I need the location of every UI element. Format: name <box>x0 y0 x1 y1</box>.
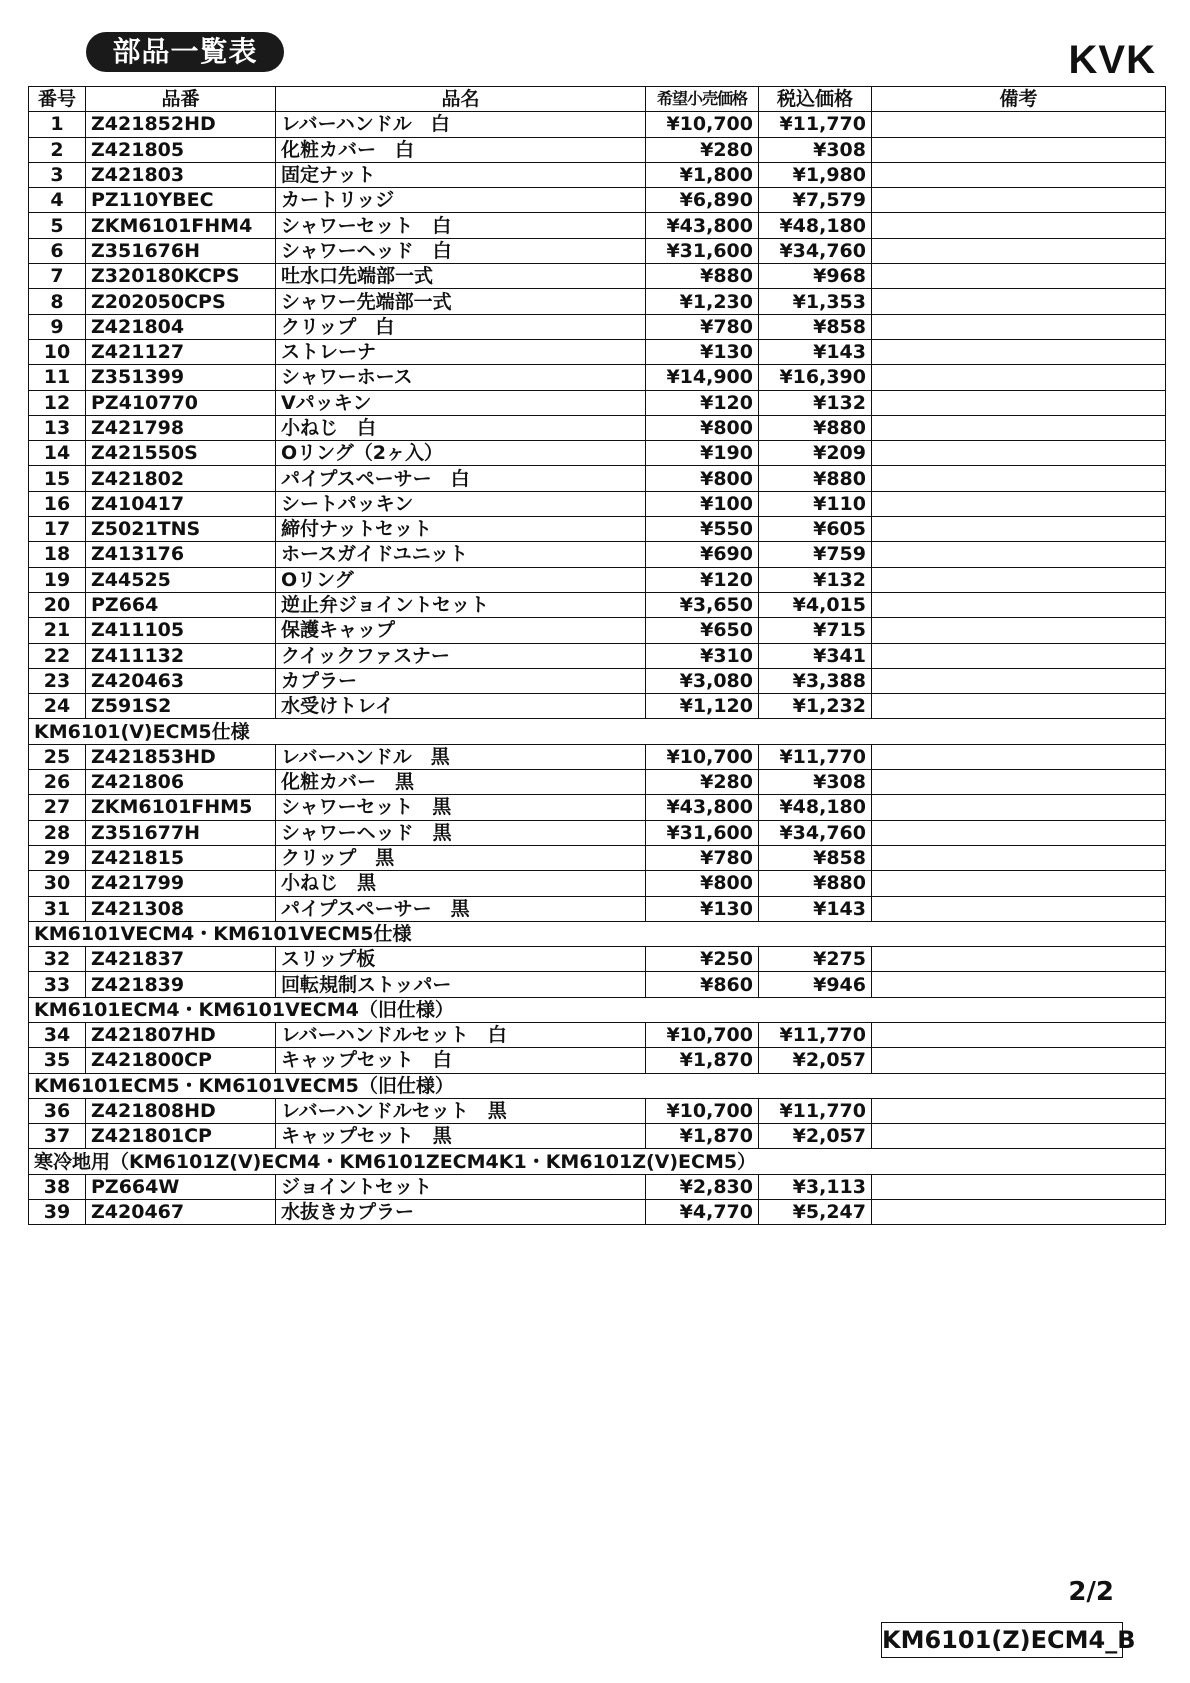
part-number-cell: 32 <box>29 947 86 972</box>
part-name-cell: 水受けトレイ <box>276 694 646 719</box>
part-number-cell: 17 <box>29 517 86 542</box>
remarks-cell <box>872 592 1166 617</box>
list-price-cell: ¥690 <box>646 542 759 567</box>
header-remarks: 備考 <box>872 87 1166 112</box>
table-row <box>29 517 1166 542</box>
tax-price-cell: ¥858 <box>759 845 872 870</box>
part-name-cell: パイプスペーサー 白 <box>276 466 646 491</box>
part-number-cell: 5 <box>29 213 86 238</box>
part-number-cell: 37 <box>29 1124 86 1149</box>
section-row <box>29 921 1166 946</box>
part-name-cell: Vパッキン <box>276 390 646 415</box>
part-name-cell: Oリング <box>276 567 646 592</box>
part-code-cell: Z351677H <box>86 820 276 845</box>
table-row <box>29 643 1166 668</box>
part-name-cell: 吐水口先端部一式 <box>276 264 646 289</box>
part-number-cell: 11 <box>29 365 86 390</box>
list-price-cell: ¥130 <box>646 339 759 364</box>
remarks-cell <box>872 668 1166 693</box>
tax-price-cell: ¥1,980 <box>759 162 872 187</box>
list-price-cell: ¥860 <box>646 972 759 997</box>
part-code-cell: Z351676H <box>86 238 276 263</box>
tax-price-cell: ¥48,180 <box>759 213 872 238</box>
remarks-cell <box>872 238 1166 263</box>
remarks-cell <box>872 542 1166 567</box>
remarks-cell <box>872 618 1166 643</box>
part-number-cell: 22 <box>29 643 86 668</box>
list-price-cell: ¥280 <box>646 770 759 795</box>
tax-price-cell: ¥34,760 <box>759 238 872 263</box>
part-number-cell: 7 <box>29 264 86 289</box>
tax-price-cell: ¥4,015 <box>759 592 872 617</box>
list-price-cell: ¥800 <box>646 415 759 440</box>
list-price-cell: ¥800 <box>646 871 759 896</box>
part-number-cell: 35 <box>29 1048 86 1073</box>
part-name-cell: 固定ナット <box>276 162 646 187</box>
remarks-cell <box>872 264 1166 289</box>
remarks-cell <box>872 162 1166 187</box>
section-label: 寒冷地用（KM6101Z(V)ECM4・KM6101ZECM4K1・KM6101Z(V)ECM5） <box>29 1149 1166 1174</box>
part-number-cell: 2 <box>29 137 86 162</box>
table-row <box>29 592 1166 617</box>
list-price-cell: ¥1,230 <box>646 289 759 314</box>
part-name-cell: クイックファスナー <box>276 643 646 668</box>
part-code-cell: Z421799 <box>86 871 276 896</box>
table-row <box>29 770 1166 795</box>
part-number-cell: 39 <box>29 1200 86 1225</box>
tax-price-cell: ¥143 <box>759 896 872 921</box>
table-row <box>29 567 1166 592</box>
table-row <box>29 289 1166 314</box>
remarks-cell <box>872 112 1166 137</box>
part-name-cell: 化粧カバー 黒 <box>276 770 646 795</box>
tax-price-cell: ¥5,247 <box>759 1200 872 1225</box>
part-code-cell: Z351399 <box>86 365 276 390</box>
header-code: 品番 <box>86 87 276 112</box>
list-price-cell: ¥31,600 <box>646 238 759 263</box>
part-code-cell: Z421308 <box>86 896 276 921</box>
part-number-cell: 18 <box>29 542 86 567</box>
brand-logo: KVK <box>1068 38 1156 82</box>
part-name-cell: 小ねじ 白 <box>276 415 646 440</box>
tax-price-cell: ¥11,770 <box>759 1022 872 1047</box>
section-row <box>29 719 1166 744</box>
part-name-cell: カプラー <box>276 668 646 693</box>
part-number-cell: 26 <box>29 770 86 795</box>
part-code-cell: ZKM6101FHM4 <box>86 213 276 238</box>
list-price-cell: ¥280 <box>646 137 759 162</box>
part-number-cell: 31 <box>29 896 86 921</box>
tax-price-cell: ¥132 <box>759 567 872 592</box>
tax-price-cell: ¥308 <box>759 770 872 795</box>
section-row <box>29 1073 1166 1098</box>
part-name-cell: レバーハンドル 白 <box>276 112 646 137</box>
list-price-cell: ¥130 <box>646 896 759 921</box>
header-tax-price: 税込価格 <box>759 87 872 112</box>
tax-price-cell: ¥11,770 <box>759 1098 872 1123</box>
table-row <box>29 795 1166 820</box>
header-name: 品名 <box>276 87 646 112</box>
part-number-cell: 9 <box>29 314 86 339</box>
table-row <box>29 1048 1166 1073</box>
table-row <box>29 365 1166 390</box>
part-number-cell: 4 <box>29 188 86 213</box>
tax-price-cell: ¥968 <box>759 264 872 289</box>
part-code-cell: Z420463 <box>86 668 276 693</box>
part-number-cell: 6 <box>29 238 86 263</box>
table-row <box>29 339 1166 364</box>
list-price-cell: ¥650 <box>646 618 759 643</box>
part-code-cell: Z44525 <box>86 567 276 592</box>
part-code-cell: Z421853HD <box>86 744 276 769</box>
section-label: KM6101ECM4・KM6101VECM4（旧仕様） <box>29 997 1166 1022</box>
tax-price-cell: ¥715 <box>759 618 872 643</box>
table-row <box>29 188 1166 213</box>
part-name-cell: レバーハンドルセット 黒 <box>276 1098 646 1123</box>
list-price-cell: ¥780 <box>646 845 759 870</box>
table-row <box>29 1174 1166 1199</box>
list-price-cell: ¥3,650 <box>646 592 759 617</box>
remarks-cell <box>872 1098 1166 1123</box>
list-price-cell: ¥780 <box>646 314 759 339</box>
table-row <box>29 238 1166 263</box>
list-price-cell: ¥2,830 <box>646 1174 759 1199</box>
part-code-cell: Z421805 <box>86 137 276 162</box>
tax-price-cell: ¥11,770 <box>759 744 872 769</box>
tax-price-cell: ¥3,388 <box>759 668 872 693</box>
remarks-cell <box>872 365 1166 390</box>
part-code-cell: Z421800CP <box>86 1048 276 1073</box>
part-code-cell: Z591S2 <box>86 694 276 719</box>
remarks-cell <box>872 845 1166 870</box>
remarks-cell <box>872 188 1166 213</box>
table-row <box>29 820 1166 845</box>
section-label: KM6101ECM5・KM6101VECM5（旧仕様） <box>29 1073 1166 1098</box>
table-row <box>29 845 1166 870</box>
list-price-cell: ¥250 <box>646 947 759 972</box>
part-number-cell: 27 <box>29 795 86 820</box>
remarks-cell <box>872 795 1166 820</box>
tax-price-cell: ¥858 <box>759 314 872 339</box>
part-code-cell: Z421803 <box>86 162 276 187</box>
tax-price-cell: ¥209 <box>759 441 872 466</box>
part-name-cell: クリップ 黒 <box>276 845 646 870</box>
list-price-cell: ¥1,870 <box>646 1124 759 1149</box>
table-row <box>29 694 1166 719</box>
list-price-cell: ¥310 <box>646 643 759 668</box>
tax-price-cell: ¥1,232 <box>759 694 872 719</box>
tax-price-cell: ¥3,113 <box>759 1174 872 1199</box>
part-number-cell: 10 <box>29 339 86 364</box>
remarks-cell <box>872 871 1166 896</box>
part-code-cell: Z421807HD <box>86 1022 276 1047</box>
table-row <box>29 668 1166 693</box>
part-name-cell: ストレーナ <box>276 339 646 364</box>
part-number-cell: 23 <box>29 668 86 693</box>
part-number-cell: 34 <box>29 1022 86 1047</box>
part-code-cell: Z320180KCPS <box>86 264 276 289</box>
part-code-cell: Z421839 <box>86 972 276 997</box>
table-row <box>29 972 1166 997</box>
remarks-cell <box>872 441 1166 466</box>
remarks-cell <box>872 517 1166 542</box>
part-name-cell: シートパッキン <box>276 491 646 516</box>
part-code-cell: Z410417 <box>86 491 276 516</box>
list-price-cell: ¥43,800 <box>646 213 759 238</box>
part-name-cell: シャワー先端部一式 <box>276 289 646 314</box>
table-row <box>29 618 1166 643</box>
part-name-cell: シャワーホース <box>276 365 646 390</box>
part-name-cell: キャップセット 黒 <box>276 1124 646 1149</box>
part-code-cell: Z421808HD <box>86 1098 276 1123</box>
tax-price-cell: ¥275 <box>759 947 872 972</box>
table-row <box>29 542 1166 567</box>
list-price-cell: ¥6,890 <box>646 188 759 213</box>
list-price-cell: ¥190 <box>646 441 759 466</box>
part-name-cell: 小ねじ 黒 <box>276 871 646 896</box>
part-name-cell: クリップ 白 <box>276 314 646 339</box>
remarks-cell <box>872 896 1166 921</box>
page-title: 部品一覧表 <box>86 32 284 72</box>
remarks-cell <box>872 1174 1166 1199</box>
remarks-cell <box>872 770 1166 795</box>
remarks-cell <box>872 339 1166 364</box>
remarks-cell <box>872 1124 1166 1149</box>
document-code: KM6101(Z)ECM4_B <box>881 1622 1123 1658</box>
part-code-cell: PZ664 <box>86 592 276 617</box>
table-row <box>29 390 1166 415</box>
part-code-cell: Z411132 <box>86 643 276 668</box>
part-name-cell: 締付ナットセット <box>276 517 646 542</box>
part-number-cell: 19 <box>29 567 86 592</box>
part-code-cell: Z411105 <box>86 618 276 643</box>
list-price-cell: ¥1,120 <box>646 694 759 719</box>
part-name-cell: シャワーヘッド 黒 <box>276 820 646 845</box>
table-row <box>29 415 1166 440</box>
tax-price-cell: ¥110 <box>759 491 872 516</box>
list-price-cell: ¥120 <box>646 567 759 592</box>
part-name-cell: カートリッジ <box>276 188 646 213</box>
remarks-cell <box>872 1200 1166 1225</box>
remarks-cell <box>872 1022 1166 1047</box>
part-number-cell: 21 <box>29 618 86 643</box>
table-row <box>29 213 1166 238</box>
list-price-cell: ¥1,870 <box>646 1048 759 1073</box>
part-code-cell: Z421801CP <box>86 1124 276 1149</box>
tax-price-cell: ¥759 <box>759 542 872 567</box>
tax-price-cell: ¥308 <box>759 137 872 162</box>
list-price-cell: ¥120 <box>646 390 759 415</box>
tax-price-cell: ¥946 <box>759 972 872 997</box>
part-number-cell: 33 <box>29 972 86 997</box>
remarks-cell <box>872 643 1166 668</box>
part-name-cell: レバーハンドルセット 白 <box>276 1022 646 1047</box>
table-body <box>29 112 1166 1225</box>
list-price-cell: ¥43,800 <box>646 795 759 820</box>
table-row <box>29 112 1166 137</box>
part-number-cell: 16 <box>29 491 86 516</box>
tax-price-cell: ¥880 <box>759 466 872 491</box>
remarks-cell <box>872 567 1166 592</box>
part-code-cell: Z421837 <box>86 947 276 972</box>
table-row <box>29 466 1166 491</box>
part-name-cell: レバーハンドル 黒 <box>276 744 646 769</box>
part-number-cell: 13 <box>29 415 86 440</box>
remarks-cell <box>872 314 1166 339</box>
part-name-cell: Oリング（2ヶ入） <box>276 441 646 466</box>
list-price-cell: ¥4,770 <box>646 1200 759 1225</box>
remarks-cell <box>872 947 1166 972</box>
part-code-cell: Z421804 <box>86 314 276 339</box>
part-number-cell: 38 <box>29 1174 86 1199</box>
table-row <box>29 1098 1166 1123</box>
tax-price-cell: ¥143 <box>759 339 872 364</box>
list-price-cell: ¥550 <box>646 517 759 542</box>
remarks-cell <box>872 137 1166 162</box>
section-row <box>29 1149 1166 1174</box>
table-row <box>29 314 1166 339</box>
tax-price-cell: ¥1,353 <box>759 289 872 314</box>
table-row <box>29 491 1166 516</box>
part-code-cell: Z5021TNS <box>86 517 276 542</box>
header-list-price: 希望小売価格 <box>646 87 759 112</box>
part-number-cell: 36 <box>29 1098 86 1123</box>
part-code-cell: PZ410770 <box>86 390 276 415</box>
part-code-cell: PZ664W <box>86 1174 276 1199</box>
part-name-cell: キャップセット 白 <box>276 1048 646 1073</box>
part-number-cell: 1 <box>29 112 86 137</box>
part-code-cell: ZKM6101FHM5 <box>86 795 276 820</box>
table-row <box>29 1022 1166 1047</box>
part-code-cell: Z421802 <box>86 466 276 491</box>
part-name-cell: ジョイントセット <box>276 1174 646 1199</box>
table-row <box>29 871 1166 896</box>
tax-price-cell: ¥34,760 <box>759 820 872 845</box>
part-number-cell: 28 <box>29 820 86 845</box>
list-price-cell: ¥14,900 <box>646 365 759 390</box>
list-price-cell: ¥800 <box>646 466 759 491</box>
tax-price-cell: ¥11,770 <box>759 112 872 137</box>
part-name-cell: 回転規制ストッパー <box>276 972 646 997</box>
part-name-cell: 保護キャップ <box>276 618 646 643</box>
parts-table <box>28 86 1166 1225</box>
part-name-cell: シャワーセット 黒 <box>276 795 646 820</box>
remarks-cell <box>872 289 1166 314</box>
part-number-cell: 29 <box>29 845 86 870</box>
section-row <box>29 997 1166 1022</box>
tax-price-cell: ¥341 <box>759 643 872 668</box>
list-price-cell: ¥10,700 <box>646 112 759 137</box>
remarks-cell <box>872 491 1166 516</box>
part-name-cell: ホースガイドユニット <box>276 542 646 567</box>
list-price-cell: ¥3,080 <box>646 668 759 693</box>
part-code-cell: Z420467 <box>86 1200 276 1225</box>
table-header-row <box>29 87 1166 112</box>
part-code-cell: Z421815 <box>86 845 276 870</box>
tax-price-cell: ¥2,057 <box>759 1124 872 1149</box>
list-price-cell: ¥1,800 <box>646 162 759 187</box>
list-price-cell: ¥100 <box>646 491 759 516</box>
part-name-cell: シャワーセット 白 <box>276 213 646 238</box>
list-price-cell: ¥10,700 <box>646 744 759 769</box>
part-number-cell: 30 <box>29 871 86 896</box>
part-code-cell: Z421806 <box>86 770 276 795</box>
part-number-cell: 20 <box>29 592 86 617</box>
section-label: KM6101(V)ECM5仕様 <box>29 719 1166 744</box>
remarks-cell <box>872 390 1166 415</box>
tax-price-cell: ¥880 <box>759 871 872 896</box>
part-number-cell: 8 <box>29 289 86 314</box>
header-no: 番号 <box>29 87 86 112</box>
table-row <box>29 1200 1166 1225</box>
remarks-cell <box>872 466 1166 491</box>
remarks-cell <box>872 1048 1166 1073</box>
part-name-cell: スリップ板 <box>276 947 646 972</box>
part-code-cell: Z421852HD <box>86 112 276 137</box>
part-code-cell: Z202050CPS <box>86 289 276 314</box>
table-row <box>29 441 1166 466</box>
list-price-cell: ¥10,700 <box>646 1022 759 1047</box>
page-number: 2/2 <box>1068 1577 1114 1607</box>
part-code-cell: PZ110YBEC <box>86 188 276 213</box>
list-price-cell: ¥880 <box>646 264 759 289</box>
part-number-cell: 15 <box>29 466 86 491</box>
part-code-cell: Z413176 <box>86 542 276 567</box>
tax-price-cell: ¥132 <box>759 390 872 415</box>
part-number-cell: 14 <box>29 441 86 466</box>
remarks-cell <box>872 213 1166 238</box>
part-code-cell: Z421550S <box>86 441 276 466</box>
part-name-cell: 逆止弁ジョイントセット <box>276 592 646 617</box>
remarks-cell <box>872 972 1166 997</box>
tax-price-cell: ¥16,390 <box>759 365 872 390</box>
tax-price-cell: ¥2,057 <box>759 1048 872 1073</box>
remarks-cell <box>872 744 1166 769</box>
table-row <box>29 264 1166 289</box>
remarks-cell <box>872 694 1166 719</box>
part-number-cell: 24 <box>29 694 86 719</box>
part-code-cell: Z421798 <box>86 415 276 440</box>
part-name-cell: シャワーヘッド 白 <box>276 238 646 263</box>
part-number-cell: 25 <box>29 744 86 769</box>
list-price-cell: ¥10,700 <box>646 1098 759 1123</box>
table-row <box>29 947 1166 972</box>
part-number-cell: 12 <box>29 390 86 415</box>
tax-price-cell: ¥48,180 <box>759 795 872 820</box>
remarks-cell <box>872 820 1166 845</box>
tax-price-cell: ¥880 <box>759 415 872 440</box>
tax-price-cell: ¥7,579 <box>759 188 872 213</box>
part-name-cell: 化粧カバー 白 <box>276 137 646 162</box>
part-name-cell: 水抜きカプラー <box>276 1200 646 1225</box>
part-code-cell: Z421127 <box>86 339 276 364</box>
table-row <box>29 896 1166 921</box>
section-label: KM6101VECM4・KM6101VECM5仕様 <box>29 921 1166 946</box>
tax-price-cell: ¥605 <box>759 517 872 542</box>
table-row <box>29 162 1166 187</box>
part-name-cell: パイプスペーサー 黒 <box>276 896 646 921</box>
table-row <box>29 137 1166 162</box>
table-row <box>29 1124 1166 1149</box>
list-price-cell: ¥31,600 <box>646 820 759 845</box>
part-number-cell: 3 <box>29 162 86 187</box>
table-row <box>29 744 1166 769</box>
remarks-cell <box>872 415 1166 440</box>
